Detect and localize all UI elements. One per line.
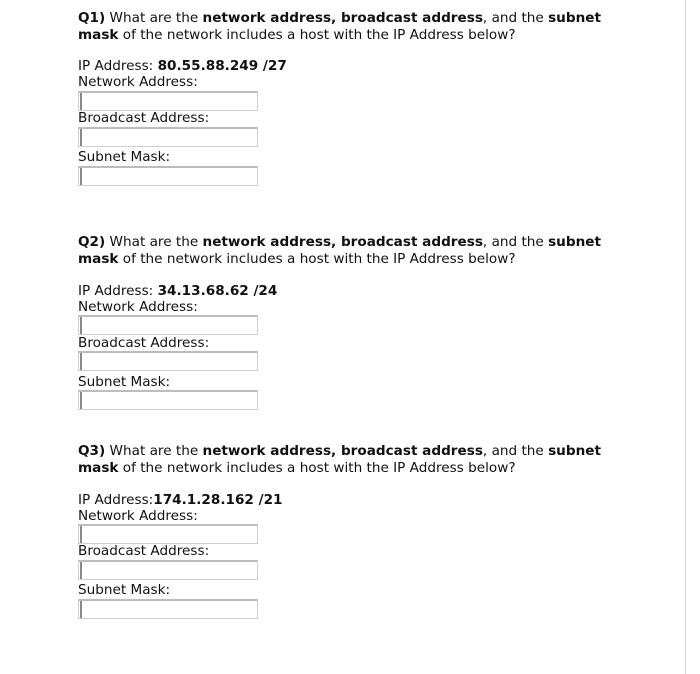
subnet-mask-input[interactable] <box>78 599 258 619</box>
broadcast-address-input[interactable] <box>78 560 258 580</box>
question-keyword: subnet mask <box>78 443 601 476</box>
network-address-label: Network Address: <box>78 508 198 524</box>
ip-address-line <box>78 492 282 509</box>
question-3 <box>78 443 638 598</box>
broadcast-address-input[interactable] <box>78 127 258 147</box>
question-keyword: network address, broadcast address <box>202 443 483 459</box>
question-text <box>78 443 608 477</box>
question-text-part: , and the <box>482 443 549 459</box>
question-text-part: of the network includes a host with the IP Address below? <box>118 251 516 267</box>
subnet-mask-label: Subnet Mask: <box>78 149 171 165</box>
question-keyword: network address, broadcast address <box>202 234 483 250</box>
question-number: Q2) <box>78 234 106 250</box>
page-edge-divider <box>685 0 686 674</box>
ip-label: IP Address: <box>78 283 158 299</box>
broadcast-address-label: Broadcast Address: <box>78 335 210 351</box>
subnet-mask-input[interactable] <box>78 390 258 410</box>
question-number: Q1) <box>78 10 106 26</box>
question-2 <box>78 234 638 390</box>
network-address-input[interactable] <box>78 315 258 335</box>
ip-value: 174.1.28.162 /21 <box>153 492 283 508</box>
ip-label: IP Address: <box>78 58 158 74</box>
ip-label: IP Address: <box>78 492 154 508</box>
question-text-part: of the network includes a host with the IP Address below? <box>118 27 516 43</box>
question-text <box>78 234 608 268</box>
network-address-input[interactable] <box>78 524 258 544</box>
broadcast-address-input[interactable] <box>78 351 258 371</box>
question-text-part: What are the <box>105 234 203 250</box>
question-keyword: network address, broadcast address <box>202 10 483 26</box>
network-address-label: Network Address: <box>78 299 198 315</box>
question-text-part: What are the <box>105 10 203 26</box>
question-number: Q3) <box>78 443 106 459</box>
question-keyword: subnet mask <box>78 10 601 43</box>
question-text-part: , and the <box>482 234 549 250</box>
question-keyword: subnet mask <box>78 234 601 267</box>
subnet-mask-label: Subnet Mask: <box>78 582 171 598</box>
subnet-mask-label: Subnet Mask: <box>78 374 171 390</box>
network-address-input[interactable] <box>78 91 258 111</box>
question-text-part: of the network includes a host with the IP Address below? <box>118 460 516 476</box>
network-address-label: Network Address: <box>78 74 198 90</box>
ip-value: 34.13.68.62 /24 <box>157 283 278 299</box>
question-1 <box>78 10 638 165</box>
subnet-mask-input[interactable] <box>78 166 258 186</box>
question-text-part: What are the <box>105 443 203 459</box>
ip-address-line <box>78 283 277 300</box>
ip-value: 80.55.88.249 /27 <box>157 58 287 74</box>
ip-address-line <box>78 58 287 75</box>
question-text-part: , and the <box>482 10 549 26</box>
broadcast-address-label: Broadcast Address: <box>78 543 210 559</box>
question-text <box>78 10 608 44</box>
broadcast-address-label: Broadcast Address: <box>78 110 210 126</box>
